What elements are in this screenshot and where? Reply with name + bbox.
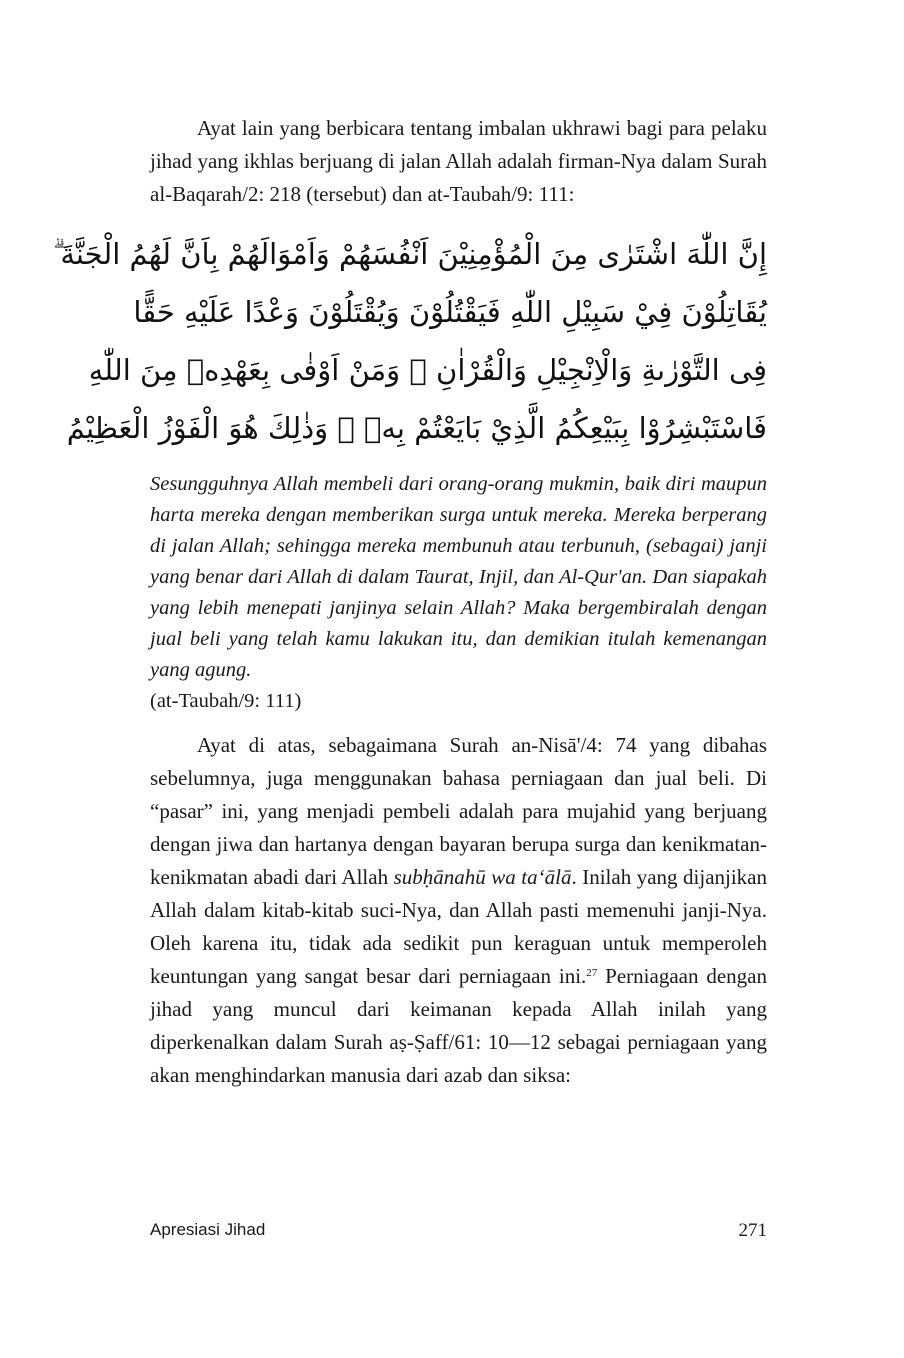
arabic-line-4: فَاسْتَبْشِرُوْا بِبَيْعِكُمُ الَّذِيْ بَايَعْتُمْ بِهٖ ۗ وَذٰلِكَ هُوَ الْفَوْزُ الْعَظِيْمُ [66,411,767,445]
footnote-marker[interactable]: 27 [586,967,598,979]
arabic-verse [53,225,767,457]
second-paragraph [150,729,767,1092]
translation-text: Sesungguhnya Allah membeli dari orang-orang mukmin, baik diri maupun harta mereka dengan memberikan surga untuk mereka. Mereka berperang di jalan Allah; sehingga mereka membunuh atau terbunuh, (sebagai) janji yang benar dari Allah di dalam Taurat, Injil, dan Al-Qur'an. Dan siapakah yang lebih menepati janjinya selain Allah? Maka bergembiralah dengan jual beli yang telah kamu lakukan itu, dan demikian itulah kemenangan yang agung. [150,473,767,681]
honorific-phrase: subḥānahū wa ta‘ālā [393,865,572,889]
arabic-line-2: يُقَاتِلُوْنَ فِيْ سَبِيْلِ اللّٰهِ فَيَقْتُلُوْنَ وَيُقْتَلُوْنَ وَعْدًا عَلَيْهِ حَقًّا [133,295,767,329]
arabic-line-1: إِنَّ اللّٰهَ اشْتَرٰى مِنَ الْمُؤْمِنِيْنَ اَنْفُسَهُمْ وَاَمْوَالَهُمْ بِاَنَّ لَهُمُ الْجَنَّةَ ۗ [53,237,767,271]
paragraph-part-3: Perniagaan dengan jihad yang muncul dari keimanan kepada Allah inilah yang diperkenalkan dalam Surah aṣ-Ṣaff/61: 10—12 sebagai perniagaan yang akan menghindarkan manusia dari azab dan siksa: [150,964,767,1087]
arabic-line-3: فِى التَّوْرٰىةِ وَالْاِنْجِيْلِ وَالْقُرْاٰنِ ۗ وَمَنْ اَوْفٰى بِعَهْدِهٖ مِنَ اللّٰهِ [88,353,767,387]
intro-paragraph: Ayat lain yang berbicara tentang imbalan ukhrawi bagi para pelaku jihad yang ikhlas berjuang di jalan Allah adalah firman-Nya dalam Surah al-Baqarah/2: 218 (tersebut) dan at-Taubah/9: 111: [150,116,767,206]
paragraph-part-2: . Inilah yang dijanjikan Allah dalam kitab-kitab suci-Nya, dan Allah pasti memenuhi janji-Nya. Oleh karena itu, tidak ada sedikit pun keraguan untuk memperoleh keuntungan yang sangat besar dari perniagaan ini. [150,865,768,988]
verse-translation [150,469,767,717]
page-body [53,112,768,1092]
running-title: Apresiasi Jihad [150,1220,266,1239]
verse-reference: (at-Taubah/9: 111) [150,690,302,712]
paragraph-part-1: Ayat di atas, sebagaimana Surah an-Nisā'/4: 74 yang dibahas sebelumnya, juga menggunakan bahasa perniagaan dan jual beli. Di “pasar” ini, yang menjadi pembeli adalah para mujahid yang berjuang dengan jiwa dan hartanya dengan bayaran berupa surga dan kenikmatan-kenikmatan abadi dari Allah [150,733,767,889]
page-number: 271 [738,1220,767,1241]
